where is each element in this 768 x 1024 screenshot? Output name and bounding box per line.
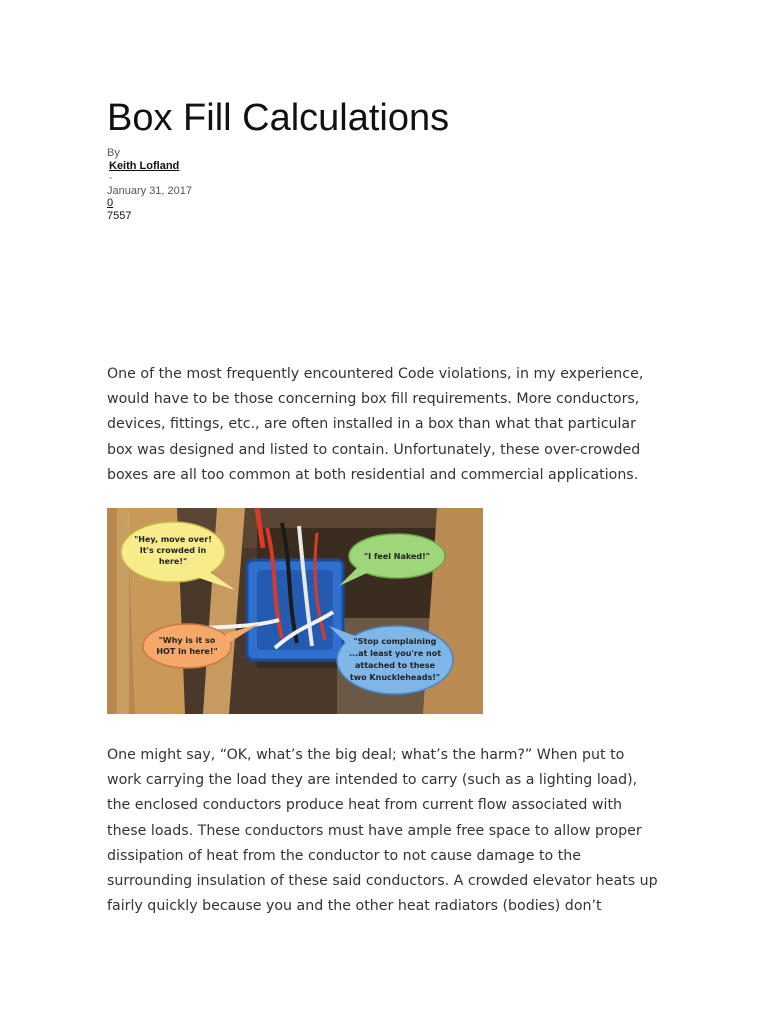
- meta-separator: -: [109, 172, 113, 184]
- bubble-4-line-2: ...at least you're not: [348, 649, 442, 658]
- body-paragraph: One might say, “OK, what’s the big deal; what’s the harm?” When put to work carrying the load they are intended to carry (such as a lighting load), the enclosed conductors produce heat from current flow associated with these loads. These conductors must have ample free space to allow proper dissipation of heat from the conductor to not cause damage to the surrounding insulation of these said conductors. A crowded elevator heats up fairly quickly because you and the other heat radiators (bodies) don’t: [107, 747, 658, 915]
- by-label: By: [107, 147, 120, 159]
- author-link[interactable]: Keith Lofland: [109, 159, 180, 172]
- comments-count-link[interactable]: 0: [107, 197, 114, 209]
- bubble-1-line-3: here!": [158, 557, 188, 566]
- article-title: Box Fill Calculations: [107, 97, 450, 139]
- bubble-2-line-1: "I feel Naked!": [364, 552, 430, 561]
- junction-box-illustration: [107, 508, 483, 714]
- article-meta: [107, 147, 407, 222]
- publish-date: January 31, 2017: [107, 184, 193, 197]
- bubble-4-line-4: two Knuckleheads!": [349, 673, 441, 682]
- bubble-1-line-2: It's crowded in: [139, 546, 207, 555]
- bubble-3-line-2: HOT in here!": [156, 647, 218, 656]
- bubble-3-line-1: "Why is it so: [158, 636, 216, 645]
- bubble-4-line-1: "Stop complaining: [353, 637, 437, 646]
- junction-box-image: [107, 508, 483, 714]
- views-count: 7557: [107, 209, 132, 222]
- bubble-1-line-1: "Hey, move over!: [134, 535, 212, 544]
- intro-paragraph: One of the most frequently encountered Code violations, in my experience, would have to be those concerning box fill requirements. More conductors, devices, fittings, etc., are often installed in a box than what that particular box was designed and listed to contain. Unfortunately, these over-crowded boxes are all too common at both residential and commercial applications.: [107, 366, 644, 483]
- bubble-4-line-3: attached to these: [354, 661, 436, 670]
